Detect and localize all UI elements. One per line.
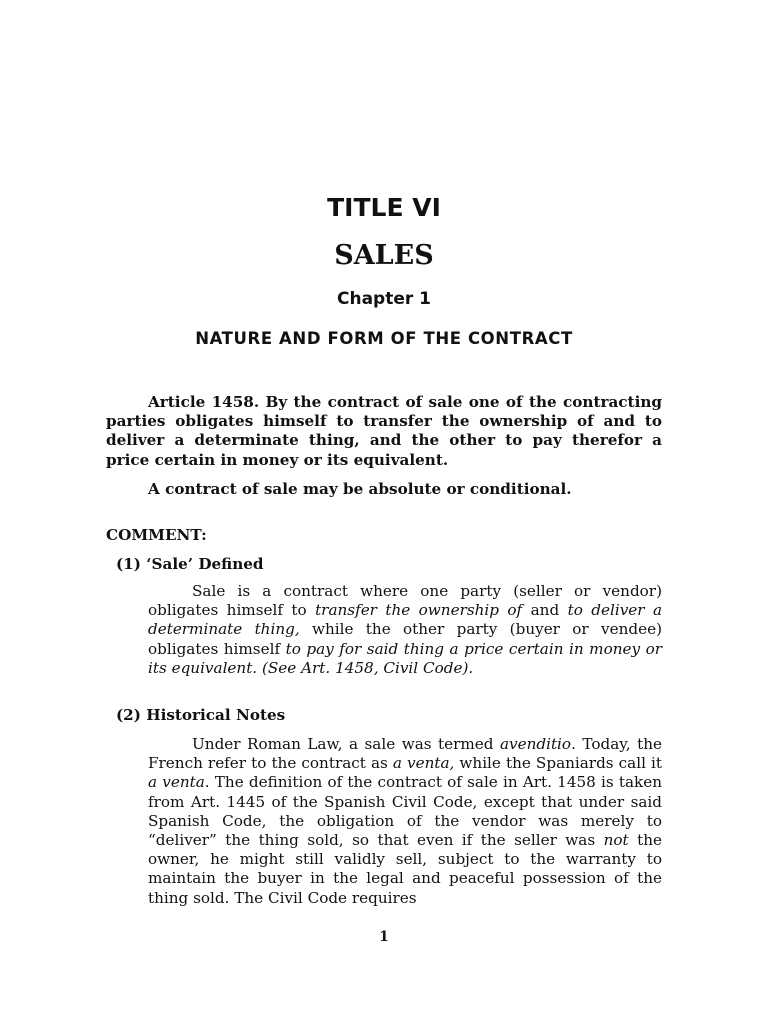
- section-body-1: [148, 582, 662, 678]
- section-heading-2: (2) Historical Notes: [116, 706, 286, 724]
- italic-run: not: [603, 831, 629, 850]
- text-run: while the other party (buyer or vendee) obligates himself: [148, 620, 662, 658]
- comment-label: COMMENT:: [106, 526, 207, 544]
- article-paragraph: Article 1458. By the contract of sale one of the contracting parties obligates himself to transfer the ownership of and to deliver a determinate thing, and the other to pay therefor a price certain in money or its equivalent.: [106, 393, 662, 469]
- italic-run: a venta: [148, 773, 205, 792]
- text-run: Sale is a contract where one party (seller or vendor) obligates himself to: [148, 582, 662, 620]
- page-number: 1: [379, 929, 389, 945]
- italic-run: to pay for said thing a price certain in money or its equivalent. (See Art. 1458, Civil Code).: [148, 639, 662, 677]
- section-heading-1: (1) ‘Sale’ Defined: [116, 555, 264, 573]
- italic-run: a venta,: [392, 754, 455, 773]
- italic-run: transfer the ownership of: [315, 601, 523, 620]
- text-run: . The definition of the contract of sale in Art. 1458 is taken from Art. 1445 of the Spanish Civil Code, except that under said Spanish Code, the obligation of the vendor was merely to “deliver” the thing sold, so that even if the seller was: [148, 773, 663, 850]
- text-run: while the Spaniards call it: [454, 754, 662, 773]
- text-run: Under Roman Law, a sale was termed: [192, 735, 500, 753]
- italic-run: to deliver a determinate thing,: [148, 601, 663, 639]
- title-heading: TITLE VI: [327, 193, 441, 222]
- text-run: and: [522, 601, 568, 620]
- italic-run: avenditio: [499, 735, 572, 753]
- text-run: the owner, he might still validly sell, subject to the warranty to maintain the buyer in the legal and peaceful possession of the thing sold. The Civil Code requires: [148, 831, 662, 907]
- chapter-heading: Chapter 1: [336, 289, 431, 309]
- article-paragraph-2: A contract of sale may be absolute or conditional.: [148, 480, 572, 498]
- subtitle-heading: SALES: [334, 240, 434, 271]
- chapter-title: NATURE AND FORM OF THE CONTRACT: [195, 329, 573, 348]
- section-body-2: [148, 735, 662, 908]
- text-run: . Today, the French refer to the contract as: [148, 735, 662, 773]
